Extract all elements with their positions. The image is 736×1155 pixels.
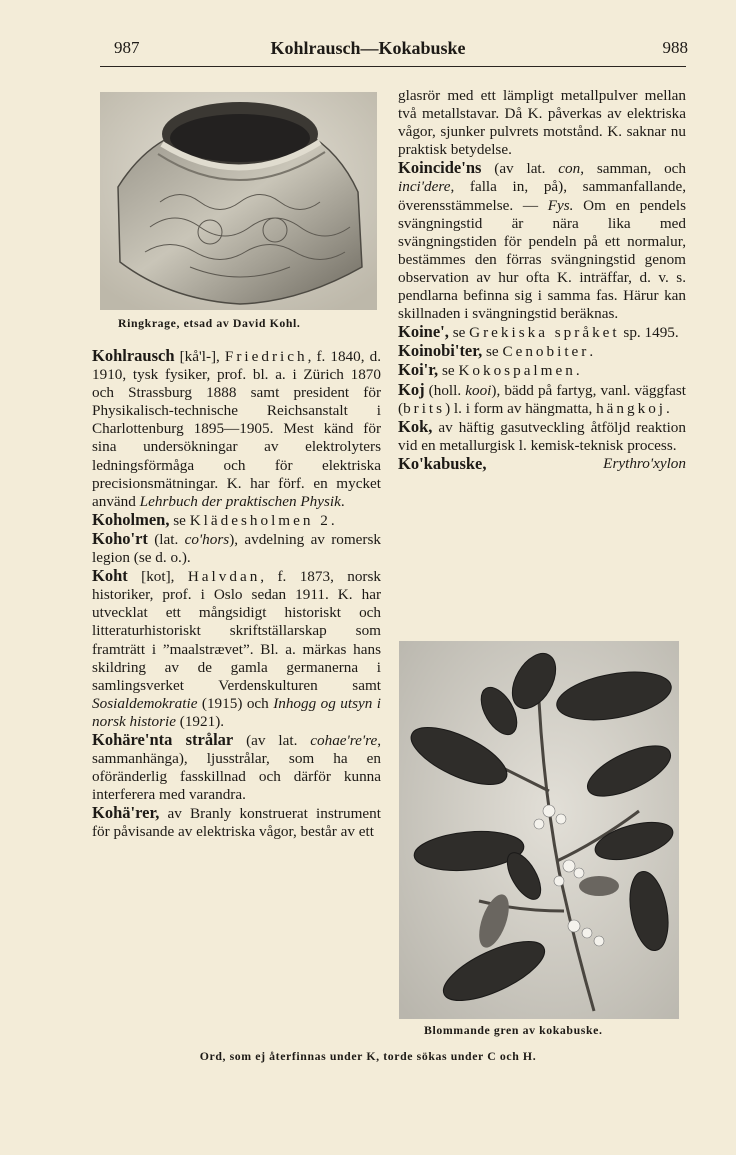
ringkrage-illustration <box>100 92 377 310</box>
entry-kohort: Koho'rt (lat. co'hors), avdelning av romersk legion (se d. o.). <box>92 528 381 567</box>
entry-koine: Koine', se Grekiska språket sp. 1495. <box>398 322 679 342</box>
headword: Koi'r, <box>398 360 439 380</box>
cross-reference: Kokospalmen <box>458 362 576 380</box>
entry-koinobiter: Koinobi'ter, se Cenobiter. <box>398 341 594 361</box>
headword: Kok, <box>398 416 433 436</box>
header-rule <box>100 66 686 67</box>
right-column <box>398 87 686 473</box>
cross-reference: Grekiska språket <box>469 324 620 342</box>
headword: Kohlrausch <box>92 346 175 365</box>
entry-koincidens: Koincide'ns (av lat. con, samman, och inci'dere, falla in, på), sammanfallande, överensstämmelse. — Fys. Om en pendels svängningstid är nära lika med svängningstiden för pendeln på ett normalur, bestämmes den förras svängningstid genom observation av hur ofta K. inträffar, d. v. s. pendlarna befinna sig i samma fas. Härur kan skillnaden i svängningstid beräknas. <box>398 158 686 323</box>
cross-reference: Klädesholmen 2 <box>189 511 331 529</box>
headword: Koht <box>92 566 128 586</box>
ringkrage-photo <box>100 92 377 310</box>
kokabuske-caption: Blommande gren av kokabuske. <box>424 1023 603 1037</box>
entry-kok: Kok, av häftig gasutveckling åtföljd reaktion vid en metallurgisk l. kemisk-teknisk process. <box>398 416 686 454</box>
book-title: Lehrbuch der praktischen Physik <box>139 492 341 510</box>
headword: Koincide'ns <box>398 158 482 178</box>
ringkrage-caption: Ringkrage, etsad av David Kohl. <box>118 316 301 330</box>
headword: Ko'kabuske, <box>398 453 487 473</box>
page-number-left: 987 <box>114 38 140 57</box>
footnote: Ord, som ej återfinnas under K, torde sökas under C och H. <box>199 1049 537 1063</box>
entry-koharer: Kohä'rer, av Branly konstruerat instrument för påvisande av elektriska vågor, består av ett <box>92 803 381 841</box>
entry-koharenta: Kohäre'nta strålar (av lat. cohae're're, sammanhänga), ljusstrålar, som ha en oföränderlig fasskillnad och därför kunna interferera med varandra. <box>92 729 381 804</box>
headword: Kohäre'nta strålar <box>92 729 234 749</box>
kokabuske-photo <box>399 641 679 1019</box>
book-title: Inhogg og utsyn i norsk historie <box>92 694 381 730</box>
left-column <box>92 347 381 842</box>
cross-reference: Cenobiter <box>502 343 590 361</box>
entry-koharer-continued: glasrör med ett lämpligt metallpulver mellan två metallstavar. Då K. påverkas av elektriska vågor, sjunker pulvrets motstånd. K. saknar nu praktisk betydelse. <box>398 87 686 159</box>
entry-kokabuske <box>398 455 686 473</box>
entry-koht: Koht [kot], Halvdan, f. 1873, norsk historiker, prof. i Oslo sedan 1911. K. har utvecklat ett mångsidigt historiskt och litteraturhistoriskt skriftställarskap som framträtt i ”maalstrævet”. Bl. a. märkas hans skildring av de gamla germanerna i samlingsverket Verdenskulturen samt Sosialdemokratie (1915) och Inhogg og utsyn i norsk historie (1921). <box>92 566 381 730</box>
kokabuske-illustration <box>399 641 679 1019</box>
headword: Koinobi'ter, <box>398 341 483 361</box>
headword: Koj <box>398 379 425 399</box>
running-title: Kohlrausch—Kokabuske <box>270 38 466 58</box>
headword: Kohä'rer, <box>92 803 160 823</box>
page-number-right: 988 <box>662 38 688 57</box>
entry-koj: Koj (holl. kooi), bädd på fartyg, vanl. väggfast (brits) l. i form av hängmatta, hängkoj. <box>398 379 686 417</box>
entry-koholmen: Koholmen, se Klädesholmen 2. <box>92 509 335 529</box>
headword: Koine', <box>398 322 449 342</box>
latin-name: Erythro'xylon <box>603 454 686 472</box>
headword: Koho'rt <box>92 528 148 548</box>
entry-koir: Koi'r, se Kokospalmen. <box>398 360 580 380</box>
book-title: Sosialdemokratie <box>92 694 198 712</box>
entry-kohlrausch: Kohlrausch [kå'l-], Friedrich, f. 1840, d. 1910, tysk fysiker, prof. bl. a. i Zürich 1870 och Strassburg 1888 samt president för Physikalisch-technische Reichsanstalt i Charlottenburg 1895—1905. Mest känd för sina undersökningar av elektrolyters ledningsförmåga och för elektriska precisionsmätningar. K. har förf. en mycket använd Lehrbuch der praktischen Physik. <box>92 346 381 510</box>
headword: Koholmen, <box>92 509 170 529</box>
